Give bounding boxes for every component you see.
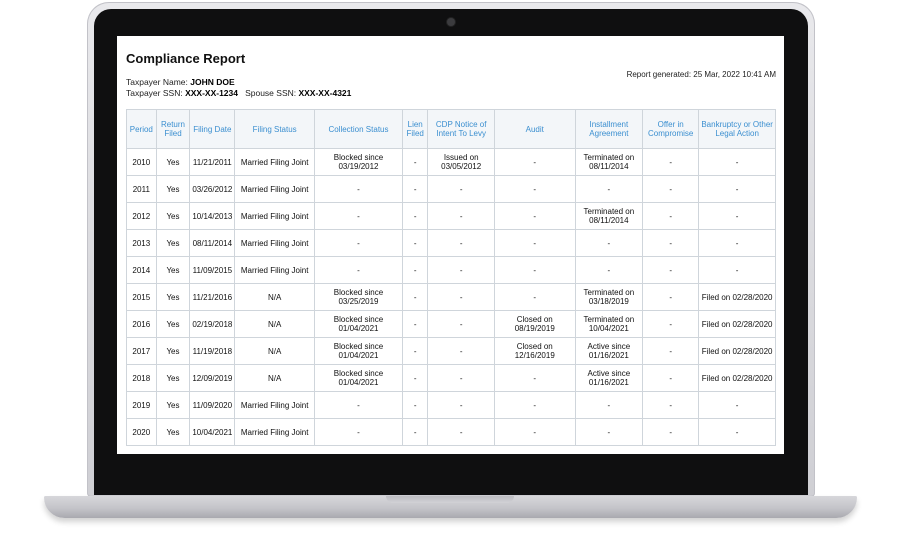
cell-lien-filed: - — [402, 338, 428, 365]
cell-installment: Terminated on 08/11/2014 — [575, 149, 642, 176]
cell-audit: - — [494, 203, 575, 230]
cell-installment: - — [575, 257, 642, 284]
column-header-filing-status: Filing Status — [235, 110, 315, 149]
cell-filing-status: N/A — [235, 365, 315, 392]
cell-period: 2020 — [127, 419, 157, 446]
cell-filing-status: N/A — [235, 284, 315, 311]
table-row — [127, 338, 776, 365]
cell-period: 2012 — [127, 203, 157, 230]
cell-lien-filed: - — [402, 230, 428, 257]
table-row — [127, 176, 776, 203]
cell-cdp-notice: - — [428, 203, 494, 230]
table-row — [127, 311, 776, 338]
cell-filing-status: N/A — [235, 338, 315, 365]
cell-filing-status: Married Filing Joint — [235, 203, 315, 230]
cell-filing-date: 10/14/2013 — [190, 203, 235, 230]
cell-lien-filed: - — [402, 284, 428, 311]
compliance-table — [126, 109, 776, 446]
cell-cdp-notice: - — [428, 257, 494, 284]
cell-filing-date: 03/26/2012 — [190, 176, 235, 203]
cell-offer: - — [643, 311, 699, 338]
column-header-filing-date: Filing Date — [190, 110, 235, 149]
cell-bankruptcy: - — [699, 392, 776, 419]
cell-collection-status: - — [315, 419, 403, 446]
cell-period: 2019 — [127, 392, 157, 419]
cell-filing-status: Married Filing Joint — [235, 392, 315, 419]
table-row — [127, 149, 776, 176]
cell-filing-status: Married Filing Joint — [235, 176, 315, 203]
cell-audit: - — [494, 230, 575, 257]
cell-collection-status: Blocked since 01/04/2021 — [315, 311, 403, 338]
cell-offer: - — [643, 284, 699, 311]
cell-lien-filed: - — [402, 311, 428, 338]
cell-collection-status: Blocked since 03/25/2019 — [315, 284, 403, 311]
cell-bankruptcy: Filed on 02/28/2020 — [699, 311, 776, 338]
cell-return-filed: Yes — [156, 365, 190, 392]
cell-filing-status: N/A — [235, 311, 315, 338]
taxpayer-name-line — [126, 77, 235, 87]
cell-collection-status: Blocked since 03/19/2012 — [315, 149, 403, 176]
taxpayer-name-label: Taxpayer Name: — [126, 77, 191, 87]
cell-return-filed: Yes — [156, 419, 190, 446]
cell-offer: - — [643, 230, 699, 257]
cell-audit: - — [494, 419, 575, 446]
cell-filing-date: 08/11/2014 — [190, 230, 235, 257]
cell-cdp-notice: - — [428, 176, 494, 203]
cell-audit: Closed on 08/19/2019 — [494, 311, 575, 338]
cell-return-filed: Yes — [156, 338, 190, 365]
cell-return-filed: Yes — [156, 176, 190, 203]
cell-audit: - — [494, 149, 575, 176]
cell-bankruptcy: Filed on 02/28/2020 — [699, 338, 776, 365]
cell-collection-status: - — [315, 230, 403, 257]
cell-return-filed: Yes — [156, 203, 190, 230]
cell-bankruptcy: - — [699, 230, 776, 257]
table-row — [127, 284, 776, 311]
cell-filing-status: Married Filing Joint — [235, 257, 315, 284]
cell-offer: - — [643, 419, 699, 446]
cell-installment: Active since 01/16/2021 — [575, 338, 642, 365]
cell-return-filed: Yes — [156, 257, 190, 284]
cell-bankruptcy: Filed on 02/28/2020 — [699, 365, 776, 392]
table-row — [127, 257, 776, 284]
cell-collection-status: - — [315, 203, 403, 230]
cell-period: 2016 — [127, 311, 157, 338]
cell-installment: Active since 01/16/2021 — [575, 365, 642, 392]
cell-offer: - — [643, 203, 699, 230]
cell-cdp-notice: - — [428, 365, 494, 392]
table-header-row — [127, 110, 776, 149]
cell-cdp-notice: Issued on 03/05/2012 — [428, 149, 494, 176]
cell-period: 2010 — [127, 149, 157, 176]
cell-filing-date: 11/09/2015 — [190, 257, 235, 284]
cell-period: 2015 — [127, 284, 157, 311]
table-row — [127, 230, 776, 257]
cell-installment: - — [575, 419, 642, 446]
cell-lien-filed: - — [402, 365, 428, 392]
cell-collection-status: Blocked since 01/04/2021 — [315, 338, 403, 365]
column-header-lien-filed: Lien Filed — [402, 110, 428, 149]
laptop-screen — [117, 36, 784, 454]
cell-return-filed: Yes — [156, 230, 190, 257]
cell-bankruptcy: - — [699, 203, 776, 230]
cell-cdp-notice: - — [428, 338, 494, 365]
cell-filing-date: 11/19/2018 — [190, 338, 235, 365]
cell-bankruptcy: - — [699, 419, 776, 446]
cell-filing-status: Married Filing Joint — [235, 230, 315, 257]
cell-bankruptcy: Filed on 02/28/2020 — [699, 284, 776, 311]
cell-period: 2013 — [127, 230, 157, 257]
cell-lien-filed: - — [402, 257, 428, 284]
cell-audit: - — [494, 257, 575, 284]
report-generated-timestamp: Report generated: 25 Mar, 2022 10:41 AM — [626, 70, 776, 79]
cell-filing-date: 11/09/2020 — [190, 392, 235, 419]
laptop-notch — [386, 496, 514, 503]
cell-cdp-notice: - — [428, 284, 494, 311]
cell-lien-filed: - — [402, 203, 428, 230]
cell-period: 2011 — [127, 176, 157, 203]
column-header-period: Period — [127, 110, 157, 149]
cell-collection-status: Blocked since 01/04/2021 — [315, 365, 403, 392]
cell-collection-status: - — [315, 176, 403, 203]
table-row — [127, 419, 776, 446]
cell-audit: - — [494, 392, 575, 419]
cell-installment: Terminated on 10/04/2021 — [575, 311, 642, 338]
cell-installment: Terminated on 08/11/2014 — [575, 203, 642, 230]
cell-audit: - — [494, 365, 575, 392]
cell-lien-filed: - — [402, 392, 428, 419]
column-header-return-filed: Return Filed — [156, 110, 190, 149]
cell-lien-filed: - — [402, 149, 428, 176]
cell-period: 2014 — [127, 257, 157, 284]
cell-filing-date: 11/21/2011 — [190, 149, 235, 176]
cell-period: 2018 — [127, 365, 157, 392]
column-header-installment-agreement: Installment Agreement — [575, 110, 642, 149]
cell-return-filed: Yes — [156, 392, 190, 419]
cell-offer: - — [643, 338, 699, 365]
cell-audit: - — [494, 176, 575, 203]
spouse-ssn-value: XXX-XX-4321 — [298, 88, 352, 98]
webcam-icon — [447, 18, 455, 26]
column-header-collection-status: Collection Status — [315, 110, 403, 149]
taxpayer-ssn-value: XXX-XX-1234 — [185, 88, 238, 98]
cell-collection-status: - — [315, 257, 403, 284]
cell-lien-filed: - — [402, 176, 428, 203]
cell-bankruptcy: - — [699, 257, 776, 284]
cell-filing-status: Married Filing Joint — [235, 419, 315, 446]
cell-audit: Closed on 12/16/2019 — [494, 338, 575, 365]
cell-filing-date: 11/21/2016 — [190, 284, 235, 311]
cell-cdp-notice: - — [428, 419, 494, 446]
column-header-cdp-notice: CDP Notice of Intent To Levy — [428, 110, 494, 149]
cell-offer: - — [643, 257, 699, 284]
cell-offer: - — [643, 176, 699, 203]
cell-cdp-notice: - — [428, 230, 494, 257]
table-row — [127, 365, 776, 392]
cell-collection-status: - — [315, 392, 403, 419]
cell-filing-date: 02/19/2018 — [190, 311, 235, 338]
cell-audit: - — [494, 284, 575, 311]
cell-installment: - — [575, 176, 642, 203]
cell-installment: - — [575, 392, 642, 419]
cell-return-filed: Yes — [156, 311, 190, 338]
cell-return-filed: Yes — [156, 284, 190, 311]
taxpayer-name-value: JOHN DOE — [190, 77, 235, 87]
cell-filing-date: 10/04/2021 — [190, 419, 235, 446]
cell-lien-filed: - — [402, 419, 428, 446]
cell-bankruptcy: - — [699, 149, 776, 176]
column-header-offer-in-compromise: Offer in Compromise — [643, 110, 699, 149]
cell-installment: - — [575, 230, 642, 257]
taxpayer-ssn-label: Taxpayer SSN: — [126, 88, 186, 98]
page-title: Compliance Report — [126, 51, 246, 66]
table-row — [127, 392, 776, 419]
cell-period: 2017 — [127, 338, 157, 365]
cell-filing-date: 12/09/2019 — [190, 365, 235, 392]
cell-bankruptcy: - — [699, 176, 776, 203]
cell-cdp-notice: - — [428, 311, 494, 338]
column-header-audit: Audit — [494, 110, 575, 149]
cell-cdp-notice: - — [428, 392, 494, 419]
column-header-bankruptcy: Bankruptcy or Other Legal Action — [699, 110, 776, 149]
cell-offer: - — [643, 365, 699, 392]
cell-offer: - — [643, 149, 699, 176]
cell-filing-status: Married Filing Joint — [235, 149, 315, 176]
spouse-ssn-label: Spouse SSN: — [245, 88, 299, 98]
cell-return-filed: Yes — [156, 149, 190, 176]
table-row — [127, 203, 776, 230]
cell-installment: Terminated on 03/18/2019 — [575, 284, 642, 311]
ssn-line — [126, 88, 351, 98]
cell-offer: - — [643, 392, 699, 419]
